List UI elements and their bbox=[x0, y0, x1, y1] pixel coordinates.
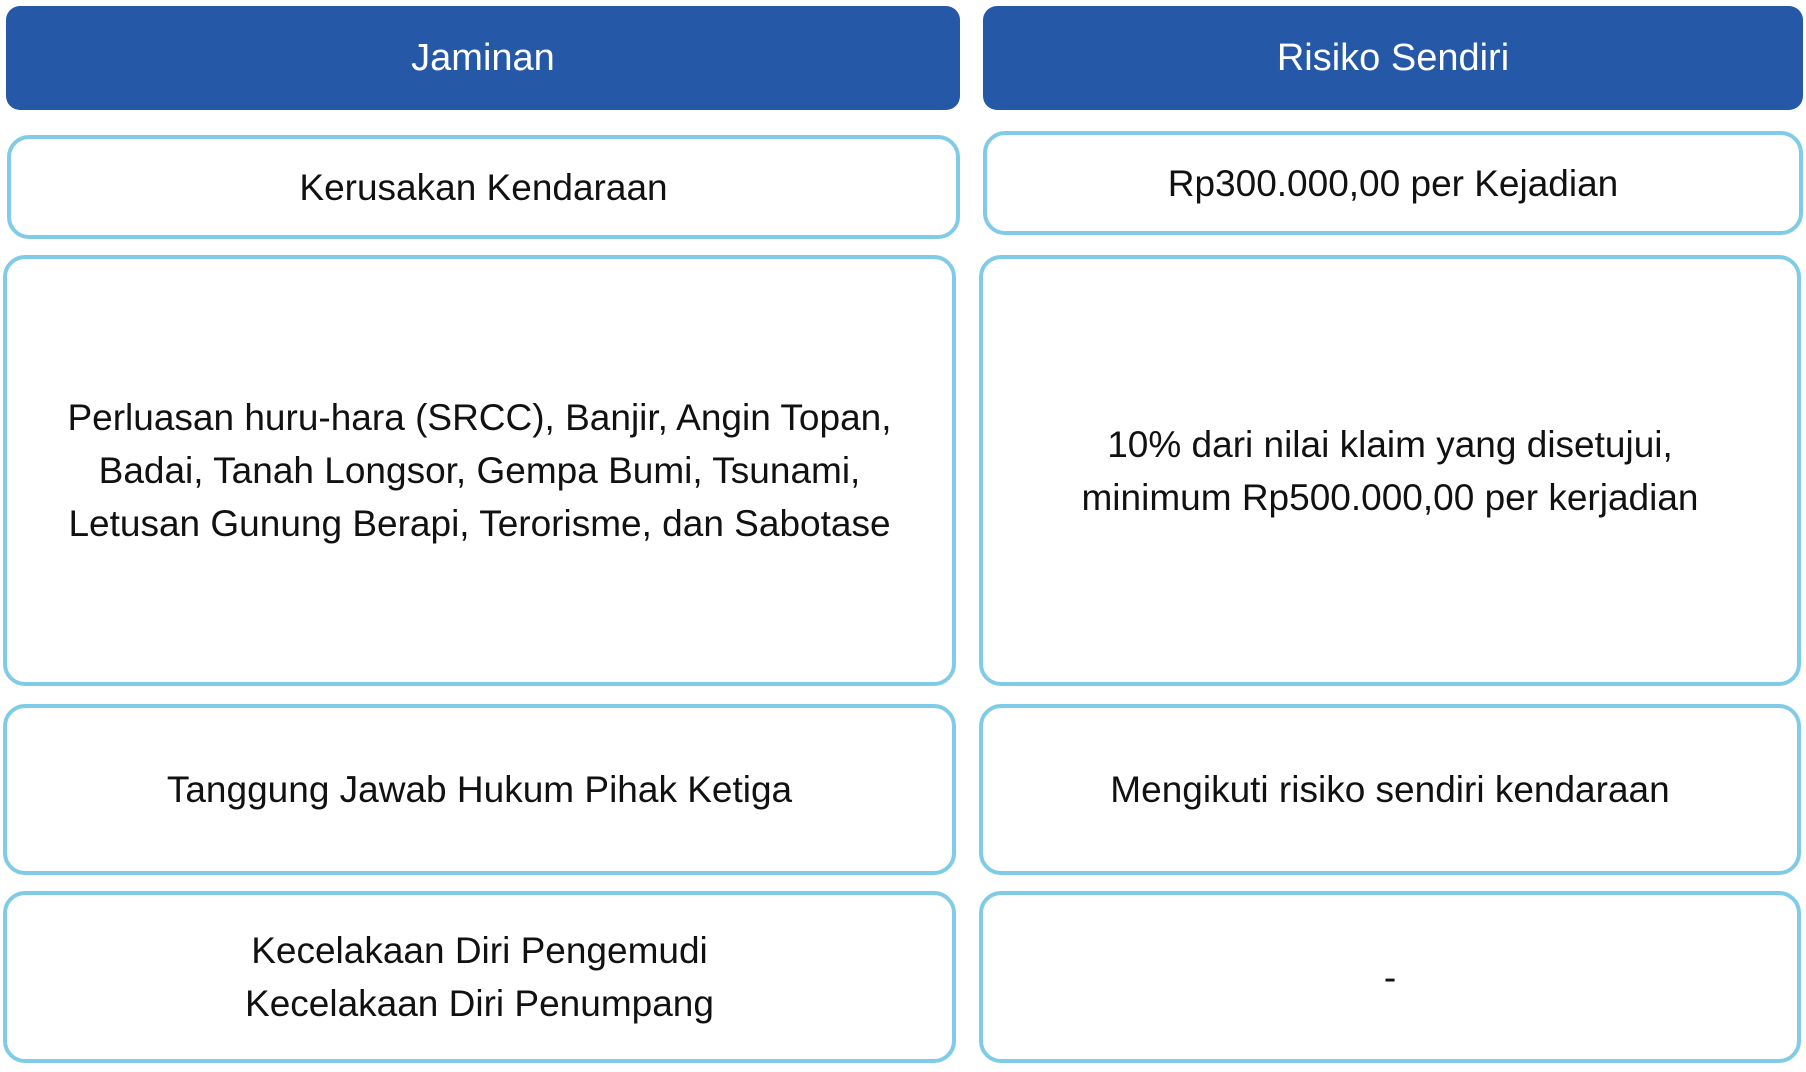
deductible-perluasan: 10% dari nilai klaim yang disetujui, minimum Rp500.000,00 per kerjadian bbox=[979, 255, 1801, 686]
deductible-kerusakan-kendaraan: Rp300.000,00 per Kejadian bbox=[983, 131, 1803, 235]
header-risiko-sendiri: Risiko Sendiri bbox=[983, 6, 1803, 110]
coverage-perluasan: Perluasan huru-hara (SRCC), Banjir, Angin Topan, Badai, Tanah Longsor, Gempa Bumi, Tsunami, Letusan Gunung Berapi, Terorisme, dan Sabotase bbox=[3, 255, 956, 686]
deductible-kecelakaan-diri: - bbox=[979, 891, 1801, 1063]
deductible-tanggung-jawab-hukum: Mengikuti risiko sendiri kendaraan bbox=[979, 704, 1801, 875]
coverage-tanggung-jawab-hukum: Tanggung Jawab Hukum Pihak Ketiga bbox=[3, 704, 956, 875]
coverage-kerusakan-kendaraan: Kerusakan Kendaraan bbox=[7, 135, 960, 239]
header-jaminan: Jaminan bbox=[6, 6, 960, 110]
coverage-kecelakaan-diri: Kecelakaan Diri Pengemudi Kecelakaan Diri Penumpang bbox=[3, 891, 956, 1063]
